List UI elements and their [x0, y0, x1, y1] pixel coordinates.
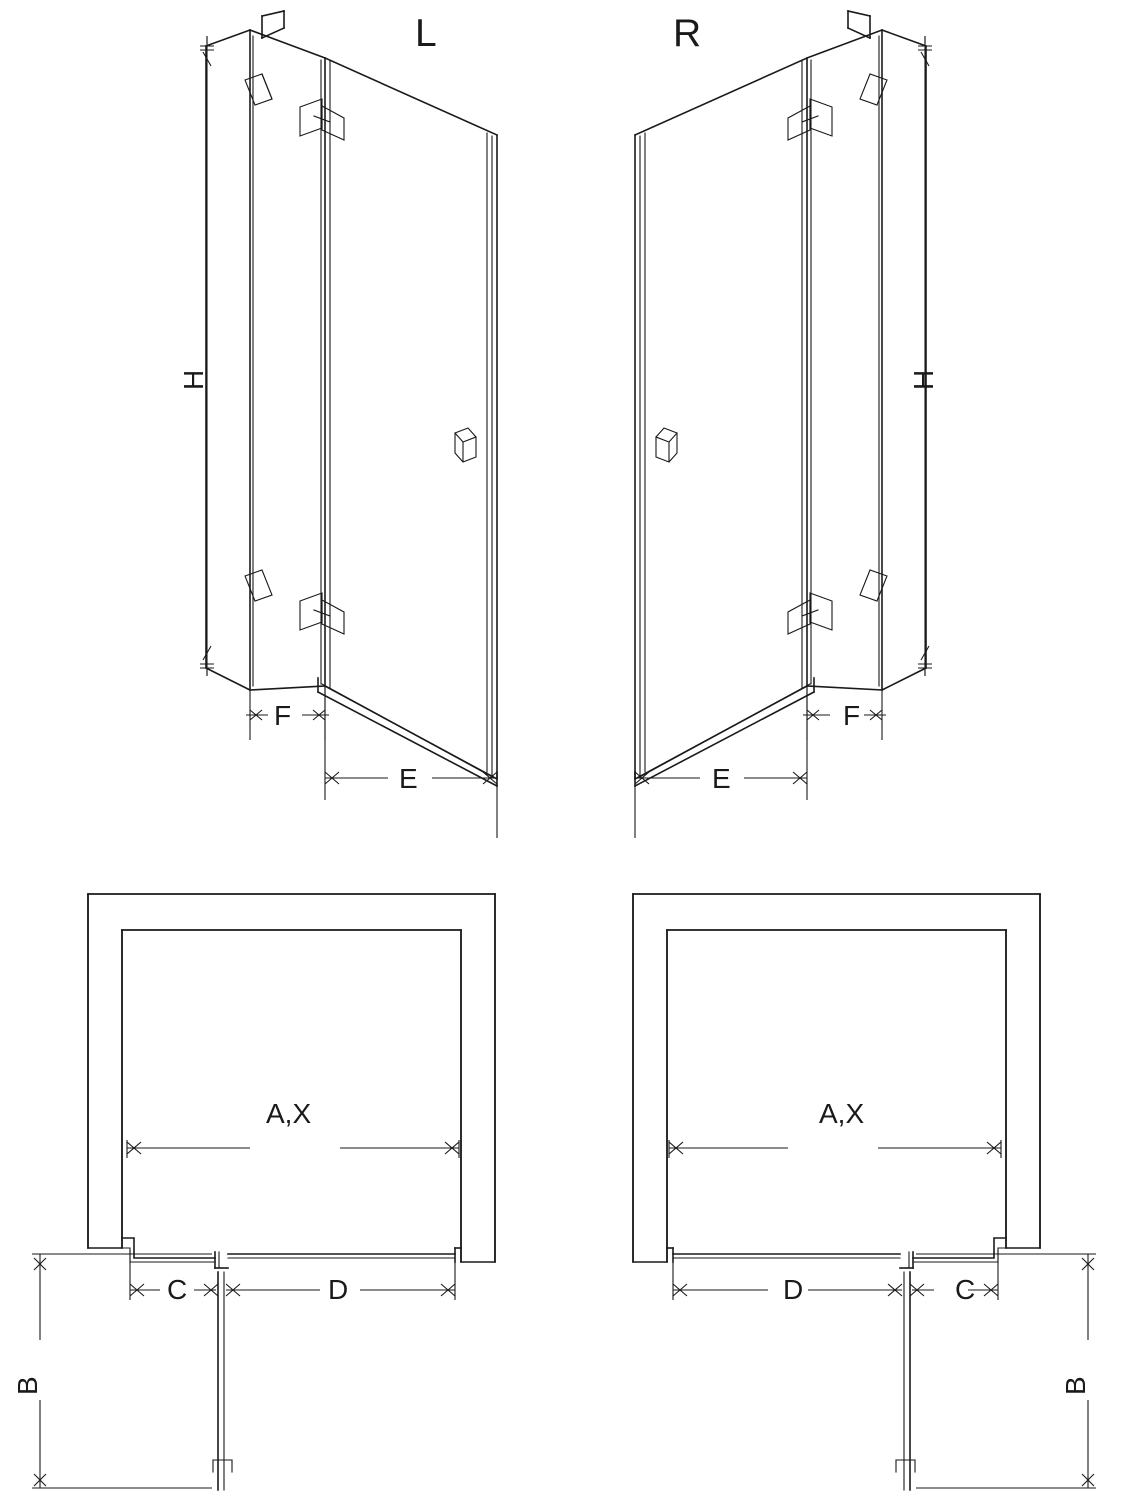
plan-left-geometry — [32, 894, 495, 1490]
dim-label-b-right: B — [1060, 1376, 1091, 1395]
iso-right-geometry — [635, 11, 932, 838]
dim-label-f-left: F — [274, 700, 292, 731]
dim-label-e-left: E — [399, 763, 418, 794]
plan-right-geometry — [633, 894, 1096, 1490]
dim-label-d-left: D — [328, 1274, 349, 1305]
dim-label-ax-left: A,X — [266, 1098, 312, 1129]
dim-label-b-left: B — [12, 1376, 43, 1395]
dim-label-c-left: C — [167, 1274, 188, 1305]
iso-left-geometry — [200, 11, 497, 838]
variant-label-left: L — [415, 12, 438, 55]
dim-label-c-right: C — [955, 1274, 976, 1305]
variant-label-right: R — [673, 12, 702, 55]
dim-label-ax-right: A,X — [819, 1098, 865, 1129]
dim-label-e-right: E — [712, 763, 731, 794]
dim-label-h-left: H — [178, 369, 209, 390]
dim-label-f-right: F — [843, 700, 861, 731]
dim-label-h-right: H — [908, 369, 939, 390]
dim-label-d-right: D — [783, 1274, 804, 1305]
